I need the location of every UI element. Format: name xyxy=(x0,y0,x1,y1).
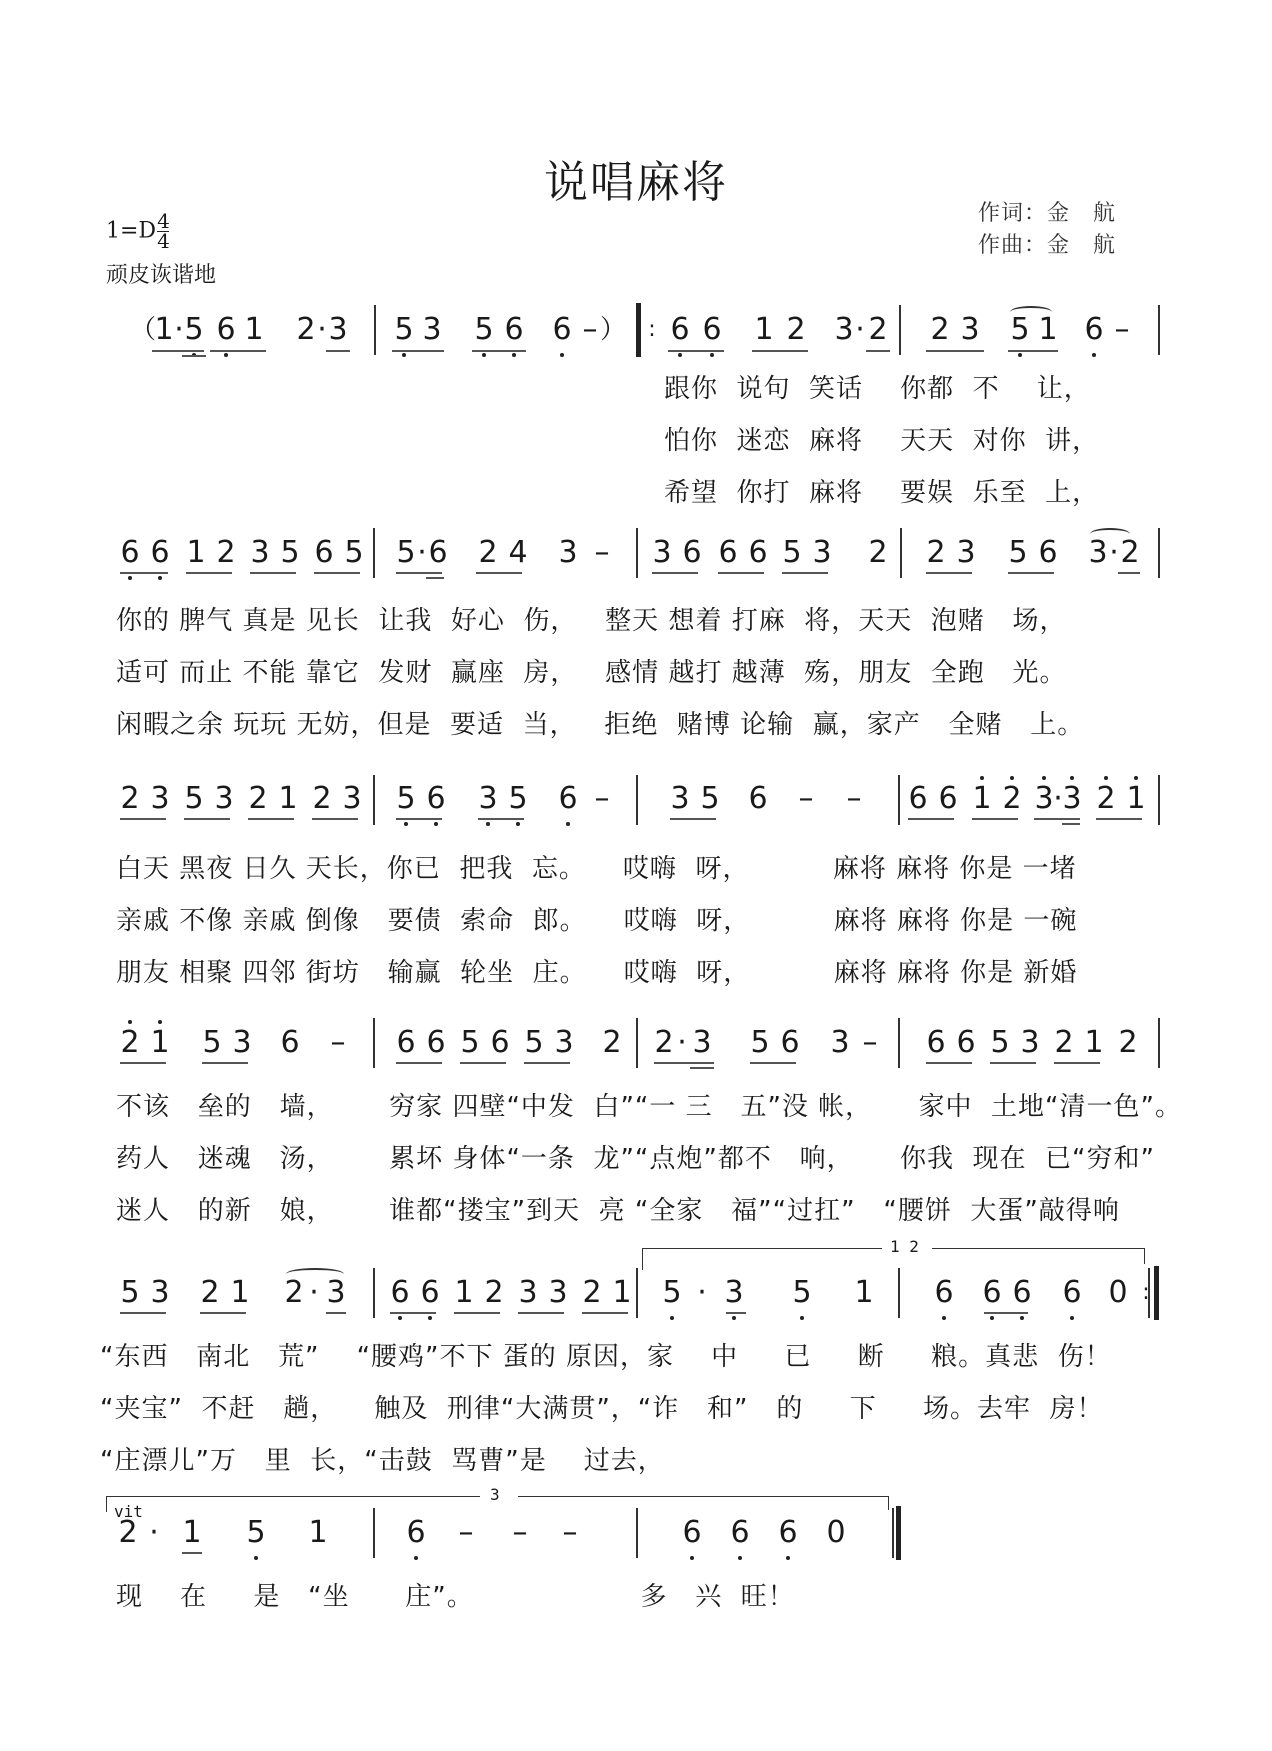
underline xyxy=(866,350,890,352)
note: 3 xyxy=(1020,1025,1040,1060)
dash: – xyxy=(330,1025,346,1060)
note-dot: · xyxy=(1109,535,1119,570)
note: 2 xyxy=(654,1025,674,1060)
lyric-line: 跟你 说句 笑话 你都 不 让， xyxy=(664,374,1091,404)
note: 3 xyxy=(1060,782,1084,816)
lyric-line: 亲戚 不像 亲戚 倒像 要债 索命 郎。 哎嗨 呀， 麻将 麻将 你是 一碗 xyxy=(116,906,1078,936)
note: 3 xyxy=(670,781,690,816)
underline xyxy=(990,1062,1036,1064)
note: 6 xyxy=(314,535,334,570)
note: 2 xyxy=(1118,1025,1138,1060)
note: 6 xyxy=(148,536,172,570)
note: 6 xyxy=(214,313,238,347)
note: 5 xyxy=(700,781,720,816)
note: 6 xyxy=(908,781,928,816)
note: 6 xyxy=(550,313,574,347)
lyric-line: 你的 脾气 真是 见长 让我 好心 伤， 整天 想着 打麻 将，天天 泡赌 场， xyxy=(116,606,1067,636)
dash: – xyxy=(1114,312,1130,347)
volta-bracket-right xyxy=(1144,1248,1145,1264)
note: 1 xyxy=(1124,782,1148,816)
volta-bracket xyxy=(932,1248,1144,1249)
underline xyxy=(182,355,206,357)
lyric-line: 朋友 相聚 四邻 街坊 输赢 轮坐 庄。 哎嗨 呀， 麻将 麻将 你是 新婚 xyxy=(116,958,1078,988)
note: 5 xyxy=(524,1025,544,1060)
barline xyxy=(373,775,375,825)
underline xyxy=(1008,572,1054,574)
expression-mark: 顽皮诙谐地 xyxy=(106,263,217,288)
underline xyxy=(202,1062,248,1064)
underline xyxy=(752,350,808,352)
note: 3 xyxy=(956,535,976,570)
note: 1 xyxy=(148,1026,172,1060)
note: 1 xyxy=(308,1515,328,1550)
underline xyxy=(250,572,296,574)
volta-label: 1 2 xyxy=(890,1237,919,1256)
final-barline xyxy=(896,1506,901,1560)
lyric-line: 药人 迷魂 汤， 累坏 身体“一条 龙”“点炮”都不 响， 你我 现在 已“穷和” xyxy=(116,1144,1155,1174)
note: 6 xyxy=(490,1025,510,1060)
dash: – xyxy=(512,1515,528,1550)
note: 6 xyxy=(680,1516,704,1550)
note: 5 xyxy=(394,782,418,816)
note: 3 xyxy=(214,781,234,816)
note: 2 xyxy=(118,1515,138,1550)
note: 2 xyxy=(118,1026,142,1060)
note-dot: · xyxy=(309,1275,319,1310)
underline xyxy=(396,572,442,574)
note: 1 xyxy=(244,312,264,347)
underline xyxy=(210,350,266,352)
note: 2 xyxy=(868,312,888,347)
note: 6 xyxy=(776,1516,800,1550)
key-signature xyxy=(106,209,170,253)
note: 5 xyxy=(506,782,530,816)
underline xyxy=(312,818,358,820)
time-sig-bottom: 4 xyxy=(157,229,170,253)
lyric-line: 怕你 迷恋 麻将 天天 对你 讲， xyxy=(664,426,1100,456)
note: 6 xyxy=(748,781,768,816)
note: 6 xyxy=(682,535,702,570)
note: 1 xyxy=(754,312,774,347)
underline xyxy=(184,818,230,820)
note-dot: · xyxy=(174,312,184,347)
underline xyxy=(750,1062,796,1064)
underline xyxy=(454,1312,500,1314)
note: 5 xyxy=(990,1025,1010,1060)
barline xyxy=(373,1268,375,1318)
note: 6 xyxy=(932,1276,956,1310)
note-dot: · xyxy=(417,535,427,570)
note: 1 xyxy=(854,1275,874,1310)
dash: – xyxy=(458,1515,474,1550)
note: 5 xyxy=(392,313,416,347)
note: 6 xyxy=(426,1025,446,1060)
note: 2 xyxy=(200,1275,220,1310)
note-dot: · xyxy=(1053,781,1063,816)
note: 6 xyxy=(980,1276,1004,1310)
note: 1 xyxy=(970,782,994,816)
paren-close: ） xyxy=(600,315,627,345)
volta-bracket-right xyxy=(888,1496,889,1510)
underline xyxy=(476,572,522,574)
note-dot: · xyxy=(677,1025,687,1060)
note: 0 xyxy=(826,1515,846,1550)
underline xyxy=(524,1062,570,1064)
underline xyxy=(984,1312,1028,1314)
note: 6 xyxy=(718,535,738,570)
note: 6 xyxy=(728,1516,752,1550)
note: 2 xyxy=(484,1275,504,1310)
underline xyxy=(120,1062,166,1064)
barline xyxy=(636,1018,638,1068)
note: 5 xyxy=(120,1275,140,1310)
note: 1 xyxy=(1038,312,1058,347)
note: 3 xyxy=(342,781,362,816)
underline xyxy=(1034,818,1080,820)
repeat-dots: : xyxy=(1142,1280,1150,1305)
underline xyxy=(652,572,698,574)
note: 3 xyxy=(1032,782,1056,816)
barline xyxy=(898,775,900,825)
underline xyxy=(926,350,984,352)
composer-credit: 作曲：金 航 xyxy=(978,233,1117,258)
barline xyxy=(898,1018,900,1068)
repeat-end-barline xyxy=(1154,1266,1159,1320)
underline xyxy=(200,1312,246,1314)
note: 3 xyxy=(812,535,832,570)
note-dot: · xyxy=(855,312,865,347)
underline xyxy=(152,350,204,352)
note: 5 xyxy=(1008,535,1028,570)
note: 3 xyxy=(830,1025,850,1060)
note: 3 xyxy=(722,1276,746,1310)
dash: – xyxy=(846,781,862,816)
underline xyxy=(120,1312,166,1314)
underline xyxy=(690,1067,714,1069)
underline xyxy=(326,1312,346,1314)
note: 1 xyxy=(154,312,174,347)
underline xyxy=(1054,1062,1100,1064)
note: 1 xyxy=(454,1275,474,1310)
note: 2 xyxy=(248,781,268,816)
underline xyxy=(392,350,444,352)
underline xyxy=(670,818,716,820)
note: 1 xyxy=(186,535,206,570)
note: 2 xyxy=(1000,782,1024,816)
note: 3 xyxy=(518,1275,538,1310)
note: 6 xyxy=(1038,535,1058,570)
note: 6 xyxy=(428,535,448,570)
note: 5 xyxy=(182,313,206,347)
underline xyxy=(248,818,294,820)
lyricist-credit: 作词：金 航 xyxy=(978,201,1117,226)
note: 6 xyxy=(926,1025,946,1060)
dash: – xyxy=(594,535,610,570)
underline xyxy=(120,572,168,574)
note: 2 xyxy=(312,781,332,816)
note: 1 xyxy=(278,781,298,816)
underline xyxy=(186,572,232,574)
note: 1 xyxy=(182,1515,202,1550)
underline xyxy=(120,818,166,820)
note: 2 xyxy=(602,1025,622,1060)
note-dot: · xyxy=(149,1515,159,1550)
note: 5 xyxy=(472,313,496,347)
underline xyxy=(1062,823,1080,825)
note: 3 xyxy=(692,1025,712,1060)
tempo-mark-vit: vit xyxy=(114,1502,143,1521)
note: 6 xyxy=(418,1276,442,1310)
note-dot: · xyxy=(317,312,327,347)
underline xyxy=(1096,818,1142,820)
volta-bracket xyxy=(642,1248,882,1249)
note: 5 xyxy=(750,1025,770,1060)
underline xyxy=(1008,350,1058,352)
underline xyxy=(972,818,1018,820)
note: 3 xyxy=(834,312,854,347)
note: 2 xyxy=(930,312,950,347)
note: 1 xyxy=(1084,1025,1104,1060)
note: 5 xyxy=(782,535,802,570)
note: 6 xyxy=(780,1025,800,1060)
note: 5 xyxy=(396,535,416,570)
note: 5 xyxy=(184,781,204,816)
note: 5 xyxy=(244,1516,268,1550)
dash: – xyxy=(562,1515,578,1550)
underline xyxy=(396,1062,442,1064)
note: 3 xyxy=(652,535,672,570)
lyric-line: 现 在 是 “坐 庄”。 多 兴 旺！ xyxy=(116,1582,795,1612)
note: 6 xyxy=(956,1025,976,1060)
paren-open: （ xyxy=(130,315,157,345)
lyric-line: 迷人 的新 娘， 谁都“搂宝”到天 亮 “全家 福”“过扛” “腰饼 大蛋”敲得响 xyxy=(116,1196,1120,1226)
note: 2 xyxy=(582,1275,602,1310)
note: 3 xyxy=(150,781,170,816)
underline xyxy=(926,572,972,574)
underline xyxy=(718,572,764,574)
barline xyxy=(1148,1268,1150,1318)
dash: – xyxy=(594,781,610,816)
barline xyxy=(1158,775,1160,825)
key-label: 1=D xyxy=(106,218,157,244)
note: 4 xyxy=(508,535,528,570)
note: 6 xyxy=(938,781,958,816)
underline xyxy=(396,818,442,820)
lyric-line: 希望 你打 麻将 要娱 乐至 上， xyxy=(664,478,1100,508)
barline xyxy=(1158,305,1160,355)
note: 6 xyxy=(748,535,768,570)
time-sig-top: 4 xyxy=(157,209,170,233)
note: 3 xyxy=(422,312,442,347)
note: 5 xyxy=(660,1276,684,1310)
lyric-line: “夹宝” 不赶 趟， 触及 刑律“大满贯”，“诈 和” 的 下 场。去牢 房！ xyxy=(100,1394,1104,1424)
note: 6 xyxy=(404,1516,428,1550)
note: 2 xyxy=(284,1275,304,1310)
note: 1 xyxy=(230,1275,250,1310)
note: 6 xyxy=(1010,1276,1034,1310)
dash: – xyxy=(862,1025,878,1060)
note: 5 xyxy=(280,535,300,570)
note: 6 xyxy=(396,1025,416,1060)
note: 2 xyxy=(868,535,888,570)
note: 6 xyxy=(424,782,448,816)
underline xyxy=(654,1062,714,1064)
underline xyxy=(426,577,444,579)
barline xyxy=(900,528,902,578)
note: 2 xyxy=(296,312,316,347)
note: 6 xyxy=(1060,1276,1084,1310)
underline xyxy=(726,1312,746,1314)
note: 6 xyxy=(1082,313,1106,347)
note: 3 xyxy=(250,535,270,570)
barline xyxy=(374,305,376,355)
note: 6 xyxy=(502,313,526,347)
note: 6 xyxy=(700,313,724,347)
note: 2 xyxy=(216,535,236,570)
note: 2 xyxy=(1054,1025,1074,1060)
volta-label: 3 xyxy=(490,1485,500,1504)
note: 3 xyxy=(960,312,980,347)
barline xyxy=(1158,528,1160,578)
volta-bracket xyxy=(518,1496,888,1497)
barline xyxy=(892,1508,894,1558)
note: 5 xyxy=(1008,313,1032,347)
lyric-line: 适可 而止 不能 靠它 发财 赢座 房， 感情 越打 越薄 殇，朋友 全跑 光。 xyxy=(116,658,1067,688)
note: 3 xyxy=(476,782,500,816)
note: 2 xyxy=(1120,535,1140,570)
volta-bracket-left xyxy=(106,1496,107,1512)
underline xyxy=(782,572,828,574)
note: 0 xyxy=(1108,1275,1128,1310)
note: 5 xyxy=(344,535,364,570)
note: 2 xyxy=(786,312,806,347)
note: 3 xyxy=(558,535,578,570)
barline xyxy=(373,528,375,578)
note: 5 xyxy=(460,1025,480,1060)
barline xyxy=(636,1508,638,1558)
underline xyxy=(582,1312,628,1314)
underline xyxy=(460,1062,506,1064)
note: 6 xyxy=(118,536,142,570)
barline xyxy=(899,305,901,355)
note: 6 xyxy=(280,1025,300,1060)
underline xyxy=(908,818,954,820)
lyric-line: “庄漂儿”万 里 长，“击鼓 骂曹”是 过去， xyxy=(100,1446,665,1476)
volta-bracket-left xyxy=(642,1248,643,1270)
note: 3 xyxy=(232,1025,252,1060)
note-dot: · xyxy=(697,1275,707,1310)
dash: – xyxy=(798,781,814,816)
underline xyxy=(926,1062,972,1064)
underline xyxy=(518,1312,564,1314)
lyric-line: “东西 南北 荒” “腰鸡”不下 蛋的 原因，家 中 已 断 粮。真悲 伤！ xyxy=(100,1342,1112,1372)
dash: – xyxy=(582,312,598,347)
barline xyxy=(373,1018,375,1068)
volta-bracket xyxy=(106,1496,480,1497)
note: 5 xyxy=(202,1025,222,1060)
underline xyxy=(314,572,360,574)
underline xyxy=(390,1312,436,1314)
note: 3 xyxy=(548,1275,568,1310)
note: 3 xyxy=(328,312,348,347)
underline xyxy=(668,350,724,352)
lyric-line: 闲暇之余 玩玩 无妨，但是 要适 当， 拒绝 赌博 论输 赢，家产 全赌 上。 xyxy=(116,710,1085,740)
note: 5 xyxy=(790,1276,814,1310)
note: 2 xyxy=(1094,782,1118,816)
note: 2 xyxy=(120,781,140,816)
time-signature xyxy=(157,209,170,253)
note: 1 xyxy=(612,1275,632,1310)
underline xyxy=(326,350,350,352)
note: 2 xyxy=(926,535,946,570)
note: 2 xyxy=(478,535,498,570)
note: 6 xyxy=(556,782,580,816)
lyric-line: 不该 垒的 墙， 穷家 四壁“中发 白”“一 三 五”没 帐， 家中 土地“清一色”。 xyxy=(116,1092,1182,1122)
note: 3 xyxy=(554,1025,574,1060)
barline xyxy=(636,775,638,825)
repeat-dots: : xyxy=(648,317,656,342)
lyric-line: 白天 黑夜 日久 天长，你已 把我 忘。 哎嗨 呀， 麻将 麻将 你是 一堵 xyxy=(116,854,1077,884)
barline xyxy=(898,1268,900,1318)
underline xyxy=(478,818,524,820)
underline xyxy=(472,350,526,352)
note: 6 xyxy=(388,1276,412,1310)
note: 6 xyxy=(668,313,692,347)
underline xyxy=(182,1552,202,1554)
barline xyxy=(636,528,638,578)
barline xyxy=(636,1268,638,1318)
song-title: 说唱麻将 xyxy=(544,157,728,208)
note: 3 xyxy=(326,1275,346,1310)
underline xyxy=(1118,572,1140,574)
note: 3 xyxy=(150,1275,170,1310)
barline xyxy=(1158,1018,1160,1068)
barline xyxy=(373,1508,375,1558)
note: 3 xyxy=(1088,535,1108,570)
